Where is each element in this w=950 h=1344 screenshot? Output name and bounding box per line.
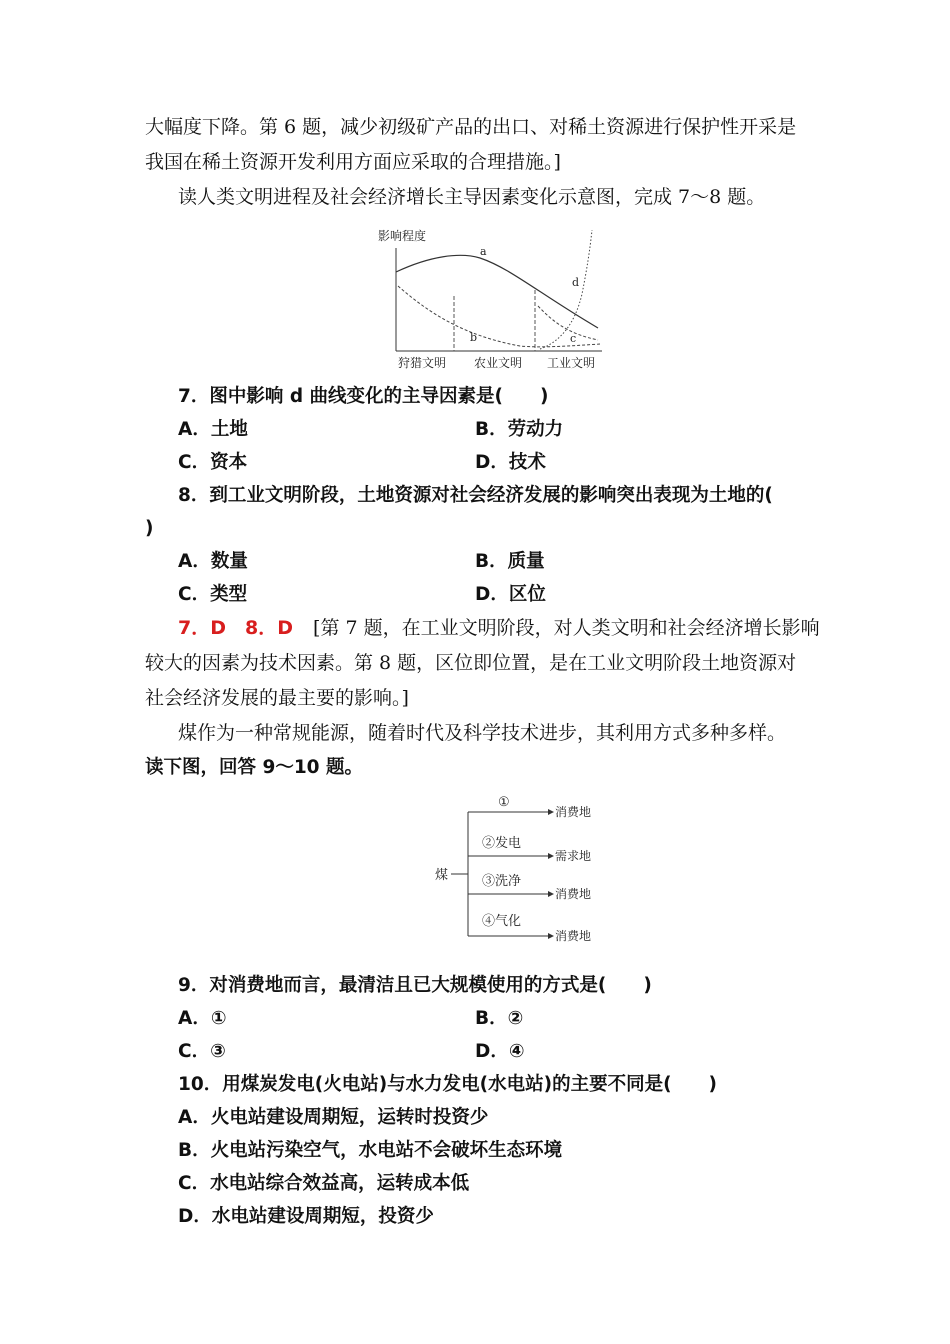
- q8-option-c[interactable]: C．类型: [178, 584, 248, 605]
- q8-option-d[interactable]: D．区位: [475, 584, 546, 605]
- q10-option-c[interactable]: C．水电站综合效益高，运转成本低: [178, 1173, 470, 1194]
- curve-a: [396, 255, 598, 328]
- figure-coal-usage-diagram: [430, 790, 610, 950]
- q10-option-a[interactable]: A．火电站建设周期短，运转时投资少: [178, 1107, 489, 1128]
- intro-line-1: 大幅度下降。第 6 题，减少初级矿产品的出口、对稀土资源进行保护性开采是: [145, 116, 797, 138]
- q9-option-b[interactable]: B．②: [475, 1008, 524, 1029]
- q9-stem: 9．对消费地而言，最清洁且已大规模使用的方式是( ): [178, 975, 652, 996]
- q9-option-c[interactable]: C．③: [178, 1041, 226, 1062]
- answer-7-8-key: 7．D 8．D: [178, 617, 293, 639]
- stem-9-10-line-1: 煤作为一种常规能源，随着时代及科学技术进步，其利用方式多种多样。: [178, 722, 787, 744]
- stage-label-agriculture: 农业文明: [474, 356, 523, 370]
- curve-label-b: b: [470, 331, 478, 344]
- branch-2-arrowhead: [548, 853, 554, 859]
- q8-option-b[interactable]: B．质量: [475, 551, 545, 572]
- q9-option-d[interactable]: D．④: [475, 1041, 525, 1062]
- curve-label-c: c: [570, 332, 577, 345]
- branch-3-arrowhead: [548, 891, 554, 897]
- branch-4-label: ④气化: [482, 914, 522, 929]
- branch-4-arrowhead: [548, 933, 554, 939]
- stem-9-10-line-2: 读下图，回答 9～10 题。: [145, 757, 363, 778]
- q7-stem: 7．图中影响 d 曲线变化的主导因素是( ): [178, 386, 549, 407]
- branch-1-arrowhead: [548, 809, 554, 815]
- curve-label-d: d: [572, 276, 580, 289]
- figure-civilization-chart: [370, 224, 610, 374]
- answer-7-8-line-3: 社会经济发展的最主要的影响。]: [145, 687, 409, 709]
- stem-7-8: 读人类文明进程及社会经济增长主导因素变化示意图，完成 7～8 题。: [178, 186, 766, 208]
- curve-label-a: a: [480, 245, 487, 258]
- q8-option-a[interactable]: A．数量: [178, 551, 248, 572]
- q7-option-a[interactable]: A．土地: [178, 419, 248, 440]
- q8-stem-line-1: 8．到工业文明阶段，土地资源对社会经济发展的影响突出表现为土地的(: [178, 485, 773, 506]
- q10-stem: 10．用煤炭发电(火电站)与水力发电(水电站)的主要不同是( ): [178, 1074, 717, 1095]
- intro-line-2: 我国在稀土资源开发利用方面应采取的合理措施。]: [145, 151, 561, 173]
- branch-1-label: ①: [498, 795, 510, 810]
- branch-3-dest: 消费地: [555, 887, 592, 901]
- answer-7-8-line-2: 较大的因素为技术因素。第 8 题，区位即位置，是在工业文明阶段土地资源对: [145, 652, 797, 674]
- q10-option-d[interactable]: D．水电站建设周期短，投资少: [178, 1206, 434, 1227]
- q10-option-b[interactable]: B．火电站污染空气，水电站不会破坏生态环境: [178, 1140, 563, 1161]
- q9-option-a[interactable]: A．①: [178, 1008, 227, 1029]
- branch-3-label: ③洗净: [482, 874, 522, 889]
- q7-option-b[interactable]: B．劳动力: [475, 419, 564, 440]
- stage-label-hunting: 狩猎文明: [398, 356, 447, 370]
- stage-label-industry: 工业文明: [547, 356, 596, 370]
- branch-1-dest: 消费地: [555, 805, 592, 819]
- curve-d: [540, 230, 592, 349]
- figure1-ylabel: 影响程度: [378, 229, 427, 243]
- branch-2-dest: 需求地: [555, 849, 592, 863]
- coal-label: 煤: [435, 868, 449, 883]
- q8-stem-line-2: ): [145, 518, 154, 539]
- q7-option-d[interactable]: D．技术: [475, 452, 546, 473]
- branch-2-label: ②发电: [482, 836, 522, 851]
- branch-4-dest: 消费地: [555, 929, 592, 943]
- q7-option-c[interactable]: C．资本: [178, 452, 248, 473]
- answer-7-8-line-1: [178, 614, 820, 642]
- answer-7-8-text-1: [第 7 题，在工业文明阶段，对人类文明和社会经济增长影响: [313, 617, 820, 639]
